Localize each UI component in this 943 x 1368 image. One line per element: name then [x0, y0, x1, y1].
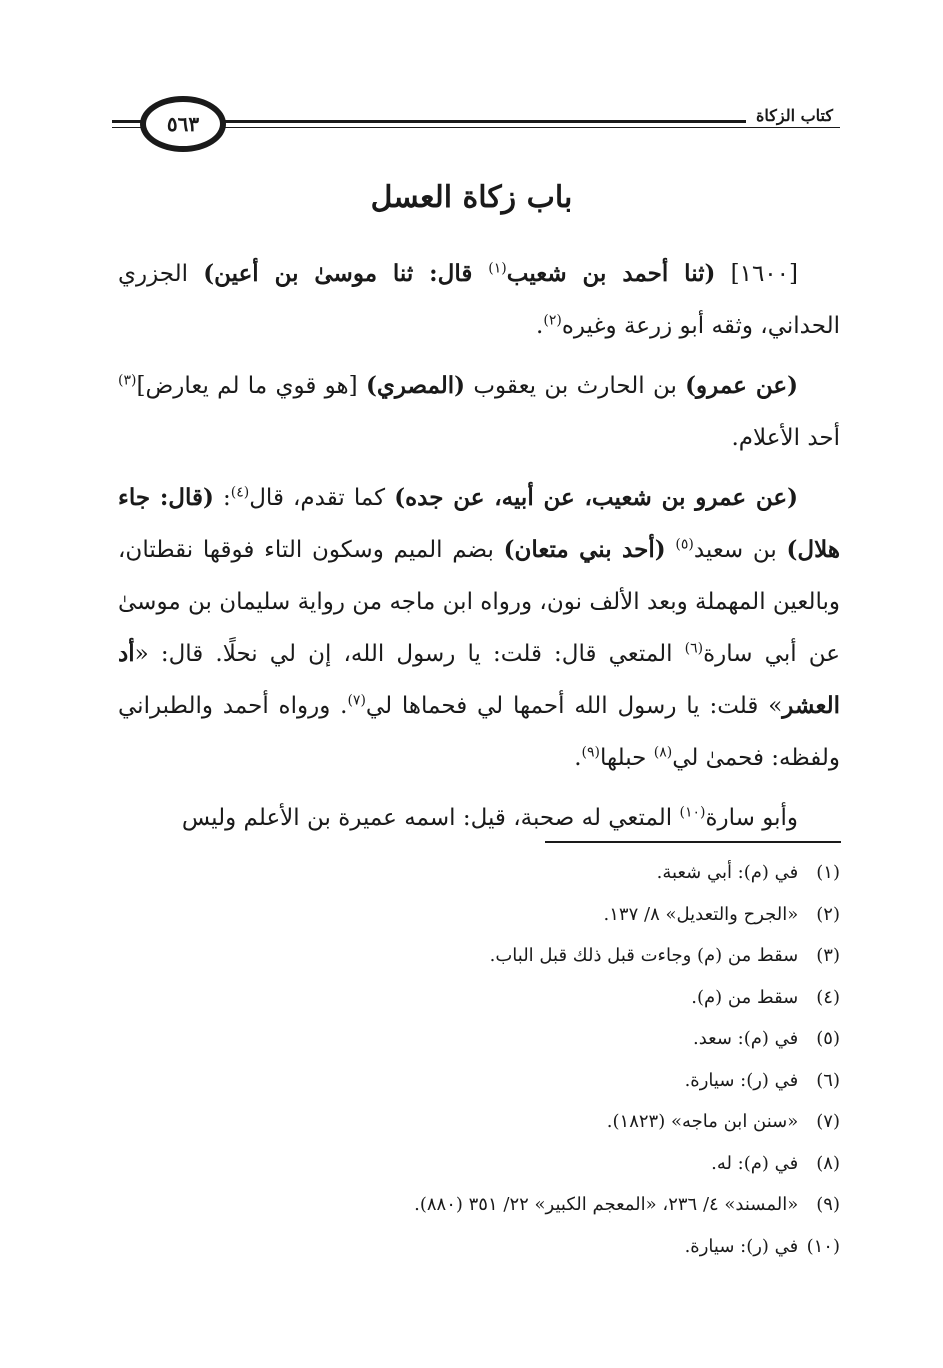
footnote-ref-5[interactable]: (٥) [675, 536, 694, 553]
text-run: : [213, 485, 231, 511]
footnote-text: سقط من (م). [691, 986, 799, 1008]
text-bold: أد العشر [118, 640, 840, 719]
footnote-text: في (ر): سيارة. [684, 1235, 799, 1257]
footnotes [118, 852, 840, 1267]
footnote-number: (٥) [816, 1028, 840, 1049]
text-run: كما تقدم، قال [249, 485, 395, 511]
footnote-ref-10[interactable]: (١٠) [679, 804, 706, 821]
footnote-ref-9[interactable]: (٩) [581, 744, 601, 761]
text-run: بن سعيد [693, 537, 787, 563]
footnote-text: في (م): سعد. [693, 1028, 799, 1049]
footnote-number: (٦) [816, 1069, 840, 1091]
footnote-ref-8[interactable]: (٨) [653, 744, 673, 761]
footnote-text: في (م): له. [711, 1152, 799, 1174]
footnote-ref-3[interactable]: (٣) [118, 372, 137, 389]
paragraph-2 [118, 360, 840, 464]
main-text [118, 248, 840, 852]
footnote-4 [118, 977, 840, 1019]
footnote-ref-6[interactable]: (٦) [684, 640, 704, 657]
text-run: المتعي قال: قلت: يا رسول الله، إن لي نحلًا. قال: « [134, 641, 685, 667]
footnote-7 [118, 1101, 840, 1143]
footnote-number: (٧) [816, 1111, 840, 1132]
footnote-ref-7[interactable]: (٧) [347, 692, 366, 709]
text-bold: قال: ثنا موسىٰ بن أعين) [203, 260, 489, 287]
paragraph-1 [118, 248, 840, 352]
text-run: حبلها [600, 745, 654, 771]
footnote-text: «الجرح والتعديل» ٨/ ١٣٧. [603, 903, 799, 925]
footnote-1 [118, 852, 840, 894]
page-number-badge [140, 96, 226, 152]
footnote-number: (١) [816, 862, 840, 883]
text-bold: (عن عمرو بن شعيب، عن أبيه، عن جده) [394, 484, 798, 511]
text-run: أحد الأعلام. [731, 425, 840, 451]
text-run [666, 537, 676, 563]
text-bold: (عن عمرو) [685, 372, 799, 399]
text-run: بن الحارث بن يعقوب [465, 373, 686, 399]
footnote-number: (٣) [816, 945, 840, 966]
text-run: [هو قوي ما لم يعارض] [136, 373, 366, 399]
text-run: الجزري الحداني، وثقه أبو زرعة وغيره [118, 261, 840, 339]
chapter-title: باب زكاة العسل [370, 180, 573, 215]
footnote-ref-4[interactable]: (٤) [230, 484, 250, 501]
footnote-10 [118, 1226, 840, 1268]
footnote-ref-1[interactable]: (١) [488, 260, 507, 277]
footnote-separator [545, 841, 841, 843]
text-bold: (قال: جاء هلال) [118, 484, 840, 563]
footnote-8 [118, 1143, 840, 1185]
text-run: المتعي له صحبة، قيل: اسمه عميرة بن الأعلم وليس [181, 805, 680, 831]
footnote-9 [118, 1184, 840, 1226]
footnote-number: (٨) [816, 1152, 840, 1174]
text-run: بضم الميم وسكون التاء فوقها نقطتان، وبالعين المهملة وبعد الألف نون، ورواه ابن ماجه من رواية سليمان بن موسىٰ عن أبي سارة [118, 537, 840, 667]
footnote-text: في (ر): سيارة. [684, 1069, 799, 1091]
footnote-2 [118, 894, 840, 936]
footnote-ref-2[interactable]: (٢) [543, 312, 562, 329]
text-bold: (المصري) [365, 372, 466, 399]
footnote-number: (٢) [816, 903, 840, 925]
footnote-number: (٩) [816, 1194, 840, 1215]
running-title: كتاب الزكاة [746, 106, 843, 125]
text-run: . [536, 313, 544, 339]
footnote-text: «سنن ابن ماجه» (١٨٢٣). [606, 1111, 799, 1132]
footnote-3 [118, 935, 840, 977]
text-run: . [574, 745, 582, 771]
page-number: ٥٦٣ [166, 112, 200, 136]
footnote-text: في (م): أبي شعبة. [656, 862, 799, 883]
footnote-text: «المسند» ٤/ ٢٣٦، «المعجم الكبير» ٢٢/ ٣٥١ (٨٨٠). [414, 1194, 799, 1215]
footnote-text: سقط من (م) وجاءت قبل ذلك قبل الباب. [489, 945, 799, 966]
text-bold: (أحد بني متعان) [503, 536, 666, 563]
text-run: » قلت: يا رسول الله أحمها لي فحماها لي [365, 693, 783, 719]
text-run: وأبو سارة [705, 805, 798, 831]
footnote-6 [118, 1060, 840, 1102]
text-run: . ورواه أحمد والطبراني ولفظه: فحمىٰ لي [118, 693, 840, 771]
text-bold: (ثنا أحمد بن شعيب [506, 260, 716, 287]
footnote-number: (٤) [816, 986, 840, 1008]
footnote-5 [118, 1018, 840, 1060]
paragraph-4 [118, 792, 840, 844]
hadith-number: [١٦٠٠] [715, 261, 798, 287]
footnote-number: (١٠) [806, 1235, 840, 1257]
paragraph-3 [118, 472, 840, 784]
